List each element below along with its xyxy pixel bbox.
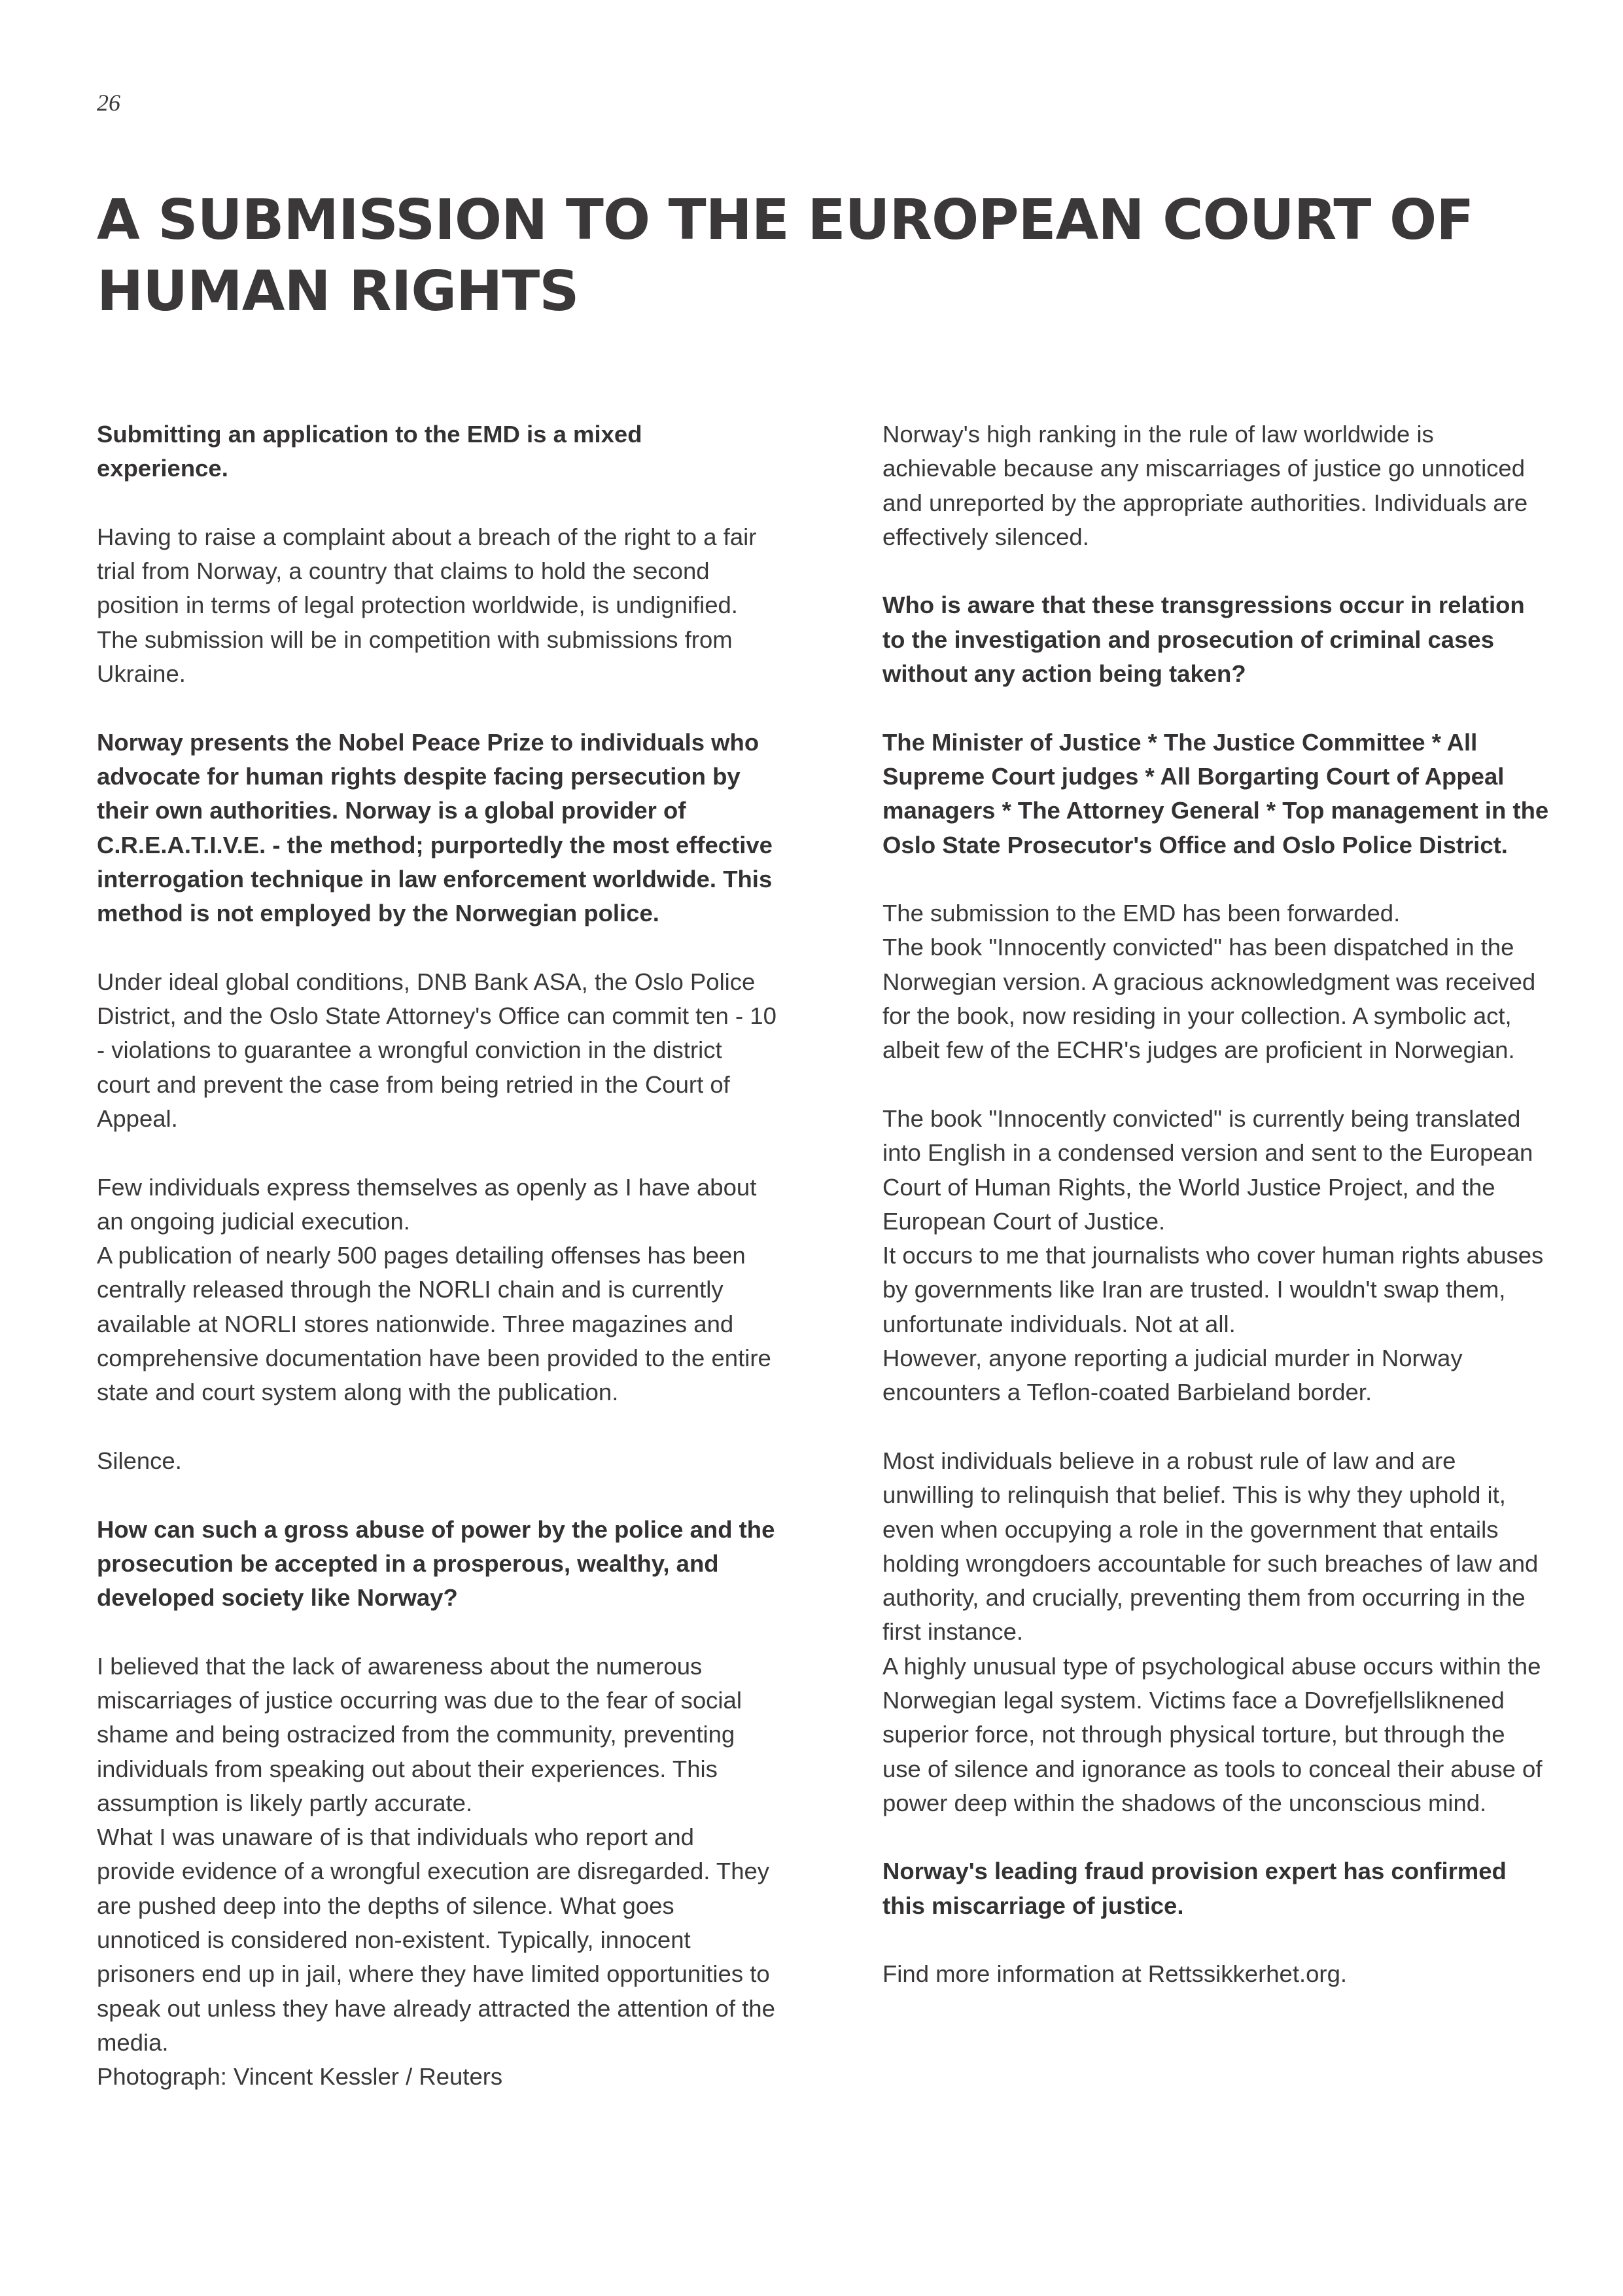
- paragraph-forwarded: The submission to the EMD has been forwarded.: [882, 900, 1401, 927]
- paragraph-psychological-abuse: A highly unusual type of psychological abuse occurs within the Norwegian legal system. Victims face a Dovrefjellsliknened superior force, not through physical torture, but through the use of silence and ignorance as tools to conceal their abuse of power deep within the shadows of the unconscious mind.: [882, 1652, 1543, 1816]
- paragraph-violations: Under ideal global conditions, DNB Bank ASA, the Oslo Police District, and the Oslo State Attorney's Office can commit ten - 10 - violations to guarantee a wrongful conviction in the district court and prevent the case from being retried in the Court of Appeal.: [97, 968, 777, 1132]
- paragraph-book-translation: The book "Innocently convicted" is currently being translated into English in a condensed version and sent to the European Court of Human Rights, the World Justice Project, and the European Court of Justice.: [882, 1104, 1533, 1235]
- paragraph-fraud-expert: Norway's leading fraud provision expert has confirmed this miscarriage of justice.: [882, 1858, 1507, 1919]
- left-column: [97, 417, 777, 2094]
- paragraph-silence: Silence.: [97, 1447, 182, 1474]
- paragraph-rule-of-law: Norway's high ranking in the rule of law worldwide is achievable because any miscarriages of justice go unnoticed and unreported by the appropriate authorities. Individuals are effectively silenced.: [882, 421, 1528, 550]
- paragraph-awareness: I believed that the lack of awareness about the numerous miscarriages of justice occurring was due to the fear of social shame and being ostracized from the community, preventing individuals from speaking out about their experiences. This assumption is likely partly accurate.: [97, 1652, 742, 1816]
- more-info-link-text: Find more information at Rettssikkerhet.org.: [882, 1960, 1348, 1988]
- paragraph-disregarded: What I was unaware of is that individuals who report and provide evidence of a wrongful execution are disregarded. They are pushed deep into the depths of silence. What goes unnoticed is considered non-existent. Typically, innocent prisoners end up in jail, where they have limited opportunities to speak out unless they have already attracted the attention of the media.: [97, 1824, 775, 2056]
- paragraph-robust-rule-of-law: Most individuals believe in a robust rule of law and are unwilling to relinquish that belief. This is why they uphold it, even when occupying a role in the government that entails holding wrongdoers accountable for such breaches of law and authority, and crucially, preventing them from occurring in the first instance.: [882, 1447, 1539, 1646]
- paragraph-fair-trial: Having to raise a complaint about a breach of the right to a fair trial from Norway, a country that claims to hold the second position in terms of legal protection worldwide, is undignified. The submission will be in competition with submissions from Ukraine.: [97, 523, 757, 688]
- paragraph-publication: A publication of nearly 500 pages detailing offenses has been centrally released through the NORLI chain and is currently available at NORLI stores nationwide. Three magazines and comprehensive documentation have been provided to the entire state and court system along with the publication.: [97, 1242, 771, 1406]
- right-column: [882, 417, 1550, 1992]
- paragraph-nobel-prize: Norway presents the Nobel Peace Prize to individuals who advocate for human rights despite facing persecution by their own authorities. Norway is a global provider of C.R.E.A.T.I.V.E. - the method; purportedly the most effective interrogation technique in law enforcement worldwide. This method is not employed by the Norwegian police.: [97, 728, 773, 927]
- paragraph-open-expression: Few individuals express themselves as openly as I have about an ongoing judicial execution.: [97, 1173, 757, 1235]
- paragraph-book-dispatched: The book "Innocently convicted" has been dispatched in the Norwegian version. A gracious acknowledgment was received for the book, now residing in your collection. A symbolic act, albeit few of the ECHR's judges are proficient in Norwegian.: [882, 934, 1536, 1064]
- lead-paragraph: Submitting an application to the EMD is a mixed experience.: [97, 421, 642, 482]
- paragraph-officials: The Minister of Justice * The Justice Committee * All Supreme Court judges * All Borgarting Court of Appeal managers * The Attorney General * Top management in the Oslo State Prosecutor's Office and Oslo Police District.: [882, 728, 1549, 858]
- question-abuse-of-power: How can such a gross abuse of power by the police and the prosecution be accepted in a prosperous, wealthy, and developed society like Norway?: [97, 1515, 775, 1612]
- photo-credit: Photograph: Vincent Kessler / Reuters: [97, 2063, 503, 2091]
- question-transgressions: Who is aware that these transgressions occur in relation to the investigation and prosecution of criminal cases without any action being taken?: [882, 592, 1525, 688]
- paragraph-journalists: It occurs to me that journalists who cover human rights abuses by governments like Iran are trusted. I wouldn't swap them, unfortunate individuals. Not at all.: [882, 1242, 1544, 1337]
- page-number: 26: [97, 90, 120, 116]
- paragraph-teflon-border: However, anyone reporting a judicial murder in Norway encounters a Teflon-coated Barbieland border.: [882, 1345, 1463, 1406]
- page-title: A SUBMISSION TO THE EUROPEAN COURT OF HUMAN RIGHTS: [97, 188, 1474, 324]
